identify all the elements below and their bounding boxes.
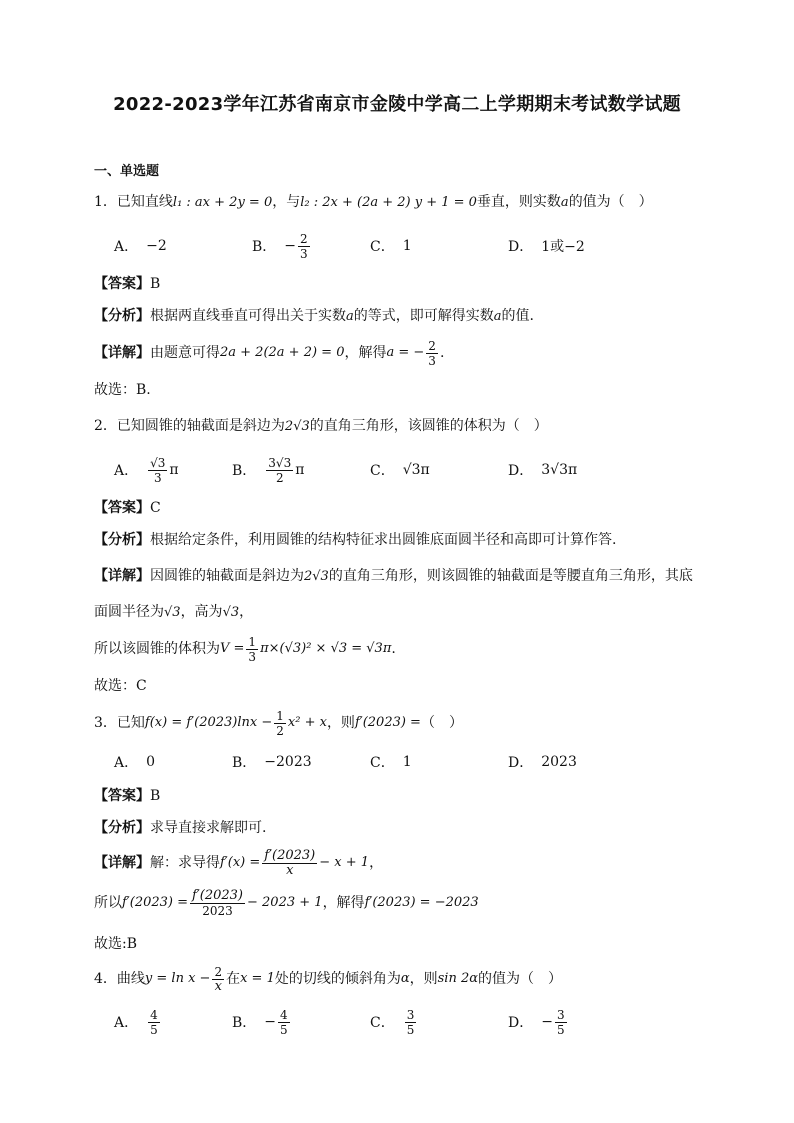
q1-conclusion: 故选：B. [94,382,151,398]
q3-option-b: B． −2023 [232,754,312,771]
q3-conclusion: 故选:B [94,936,138,952]
q1-option-c: C． 1 [370,238,412,255]
q2-conclusion: 故选：C [94,678,147,694]
section-heading: 一、单选题 [94,164,160,179]
q1-option-a: A． −2 [114,238,167,255]
q1-option-b-fraction: $\frac{2}{3}$ [300,231,308,261]
q1-option-d: D． 1或−2 [508,239,585,255]
q2-option-b: B． $\frac{3√3}{2}$ π [232,455,305,485]
q3-option-a: A． 0 [114,754,156,771]
q1-line-l1: l₁ : ax + 2y = 0 [172,195,273,210]
q3-detail-line-2: 所以 f′(2023) = $\frac{f'(2023)}{2023}$ − 2023 + 1 ，解得 f′(2023) = −2023 [94,887,479,918]
q2-detail-line-1: 【详解】因圆锥的轴截面是斜边为2√3的直角三角形，则该圆锥的轴截面是等腰直角三角形，其底 [94,568,693,584]
q2-analysis: 【分析】根据给定条件，利用圆锥的结构特征求出圆锥底面圆半径和高即可计算作答. [94,532,617,548]
q3-answer: 【答案】B [94,788,161,804]
question-4-stem: 4．曲线 y = ln x − $\frac{2}{x}$ 在 x = 1 处的切线的倾斜角为 α ，则 sin 2α 的值为（ ） [94,964,563,994]
q1-stem-prefix: 1．已知直线 [94,194,173,210]
question-2-stem: 2．已知圆锥的轴截面是斜边为2√3的直角三角形，该圆锥的体积为（ ） [94,418,548,434]
q4-options [94,1002,734,1042]
q1-option-b: B． − $\frac{2}{3}$ [252,231,308,261]
question-3-stem: 3．已知 f(x) = f′(2023)lnx − $\frac{1}{2}$ x² + x ，则 f′(2023) = （ ） [94,708,463,738]
q2-detail-line-2: 面圆半径为√3，高为√3， [94,604,254,620]
q4-option-b: B． − $\frac{4}{5}$ [232,1007,288,1037]
q2-detail-line-3: 所以该圆锥的体积为 V = $\frac{1}{3}$ π×(√3)² × √3 = √3π . [94,634,396,664]
q3-options [94,742,734,782]
q1-answer: 【答案】B [94,276,161,292]
q1-stem-mid: ，与 [272,194,301,210]
q1-detail-fraction: $\frac{2}{3}$ [428,338,436,368]
q3-analysis: 【分析】求导直接求解即可. [94,820,267,836]
q1-variable: a [560,195,569,210]
question-1-stem [94,192,653,213]
q2-option-d: D． 3√3π [508,462,578,479]
q1-analysis: 【分析】根据两直线垂直可得出关于实数a的等式，即可解得实数a的值. [94,308,534,324]
q4-option-c: C． $\frac{3}{5}$ [370,1007,415,1037]
q2-option-c: C． √3π [370,462,430,479]
q2-options [94,450,734,490]
q1-options [94,226,734,266]
q4-option-a: A． $\frac{4}{5}$ [114,1007,158,1037]
q1-stem-post: 垂直，则实数 [476,194,561,210]
q1-stem-end: 的值为（ ） [568,194,653,210]
q2-option-a: A． $\frac{√3}{3}$ π [114,455,179,485]
q1-line-l2: l₂ : 2x + (2a + 2) y + 1 = 0 [300,195,477,210]
q3-detail: 【详解】 解：求导得 f′(x) = $\frac{f'(2023)}{x}$ − x + 1 ， [94,847,384,878]
page-title: 2022-2023学年江苏省南京市金陵中学高二上学期期末考试数学试题 [113,94,681,115]
q1-detail: 【详解】 由题意可得 2a + 2(2a + 2) = 0 ，解得 a = − $\frac{2}{3}$ . [94,338,445,368]
q2-answer: 【答案】C [94,500,161,516]
q3-option-d: D． 2023 [508,754,577,771]
q3-option-c: C． 1 [370,754,412,771]
q4-option-d: D． − $\frac{3}{5}$ [508,1007,565,1037]
